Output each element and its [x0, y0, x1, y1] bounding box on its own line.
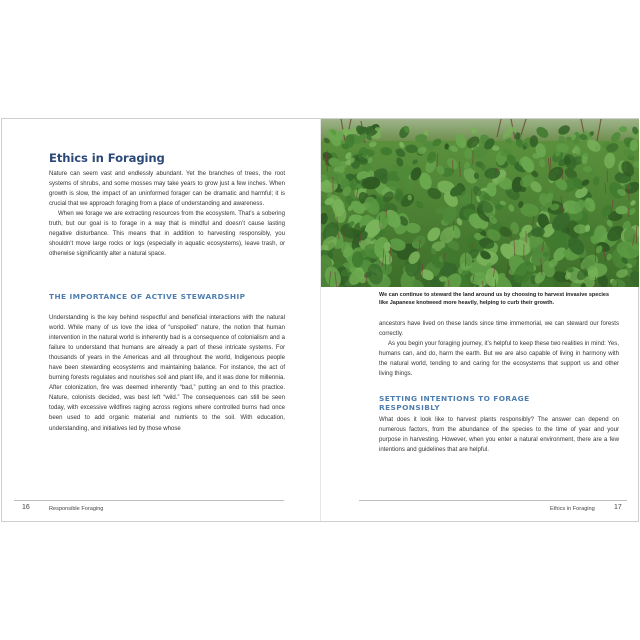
intro-paragraph-1: Nature can seem vast and endlessly abundant. Yet the branches of trees, the root systems of shrubs, and some mosses may take years to grow just a few inches. When growth is slow, the impact of an uninformed forager can be dramatic and harmful; it is crucial that we approach foraging from a place of understanding and awareness.: [49, 171, 285, 208]
photo-caption: We can continue to steward the land around us by choosing to harvest invasive species like Japanese knotweed more heavily, helping to curb their growth.: [379, 292, 610, 306]
continuation-paragraph-1: ancestors have lived on these lands since time immemorial, we can steward our forests correctly.: [379, 321, 619, 338]
right-page: [321, 119, 639, 521]
knotweed-photo: [321, 119, 639, 287]
intro-paragraph-2: When we forage we are extracting resources from the ecosystem. That’s a sobering truth, but our goal is to forage in a way that is mindful and doesn’t cause lasting negative disturbance. This means that in addition to harvesting responsibly, you shouldn’t move large rocks or logs (especially in aquatic ecosystems), leave trash, or otherwise significantly alter a natural space.: [49, 211, 285, 258]
intentions-paragraph: What does it look like to harvest plants responsibly? The answer can depend on numerous factors, from the abundance of the species to the time of year and your purpose in harvesting. However, when you enter a natural environment, there are a few intentions and guidelines that are helpful.: [379, 417, 619, 454]
book-spread: [1, 118, 639, 522]
running-footer-right: Ethics in Foraging: [550, 506, 595, 512]
continuation-paragraph-2: As you begin your foraging journey, it’s helpful to keep these two realities in mind: Yes, humans can, and do, harm the earth. But we are also capable of living in harmony with the natural world, tending to and caring for the ecosystems that support us and other living things.: [379, 341, 619, 378]
page-number-right: 17: [614, 504, 622, 511]
knotweed-illustration: [321, 119, 639, 287]
footer-rule-right: [359, 500, 627, 501]
left-page: [2, 119, 320, 521]
intro-text: [49, 169, 285, 259]
section-heading-intentions: SETTING INTENTIONS TO FORAGE RESPONSIBLY: [379, 394, 530, 412]
stewardship-text: [49, 313, 285, 434]
intentions-text: [379, 415, 619, 455]
section-heading-stewardship: THE IMPORTANCE OF ACTIVE STEWARDSHIP: [49, 292, 246, 301]
running-footer-left: Responsible Foraging: [49, 506, 104, 512]
footer-rule-left: [14, 500, 284, 501]
stewardship-paragraph: Understanding is the key behind respectful and beneficial interactions with the natural world. While many of us love the idea of “unspoiled” nature, the notion that human intervention in the natural world is inherently bad is a consequence of colonialism and a failure to understand that humans are already a part of these intricate systems. For thousands of years in the Americas and all throughout the world, Indigenous people have been stewarding ecosystems and maintaining balance. For instance, the act of burning forests regulates and nourishes soil and plant life, and it was done for millennia. After colonization, fire was deemed inherently “bad,” putting an end to this practice. Nature, colonists decided, was best left “wild.” The consequences can still be seen today, with excessive wildfires raging across regions where controlled burns had once been used to add organic material and nutrients to the soil. With education, understanding, and initiatives led by those whose: [49, 315, 285, 432]
page-number-left: 16: [22, 504, 30, 511]
continuation-text: [379, 319, 619, 379]
chapter-title: Ethics in Foraging: [49, 151, 165, 165]
